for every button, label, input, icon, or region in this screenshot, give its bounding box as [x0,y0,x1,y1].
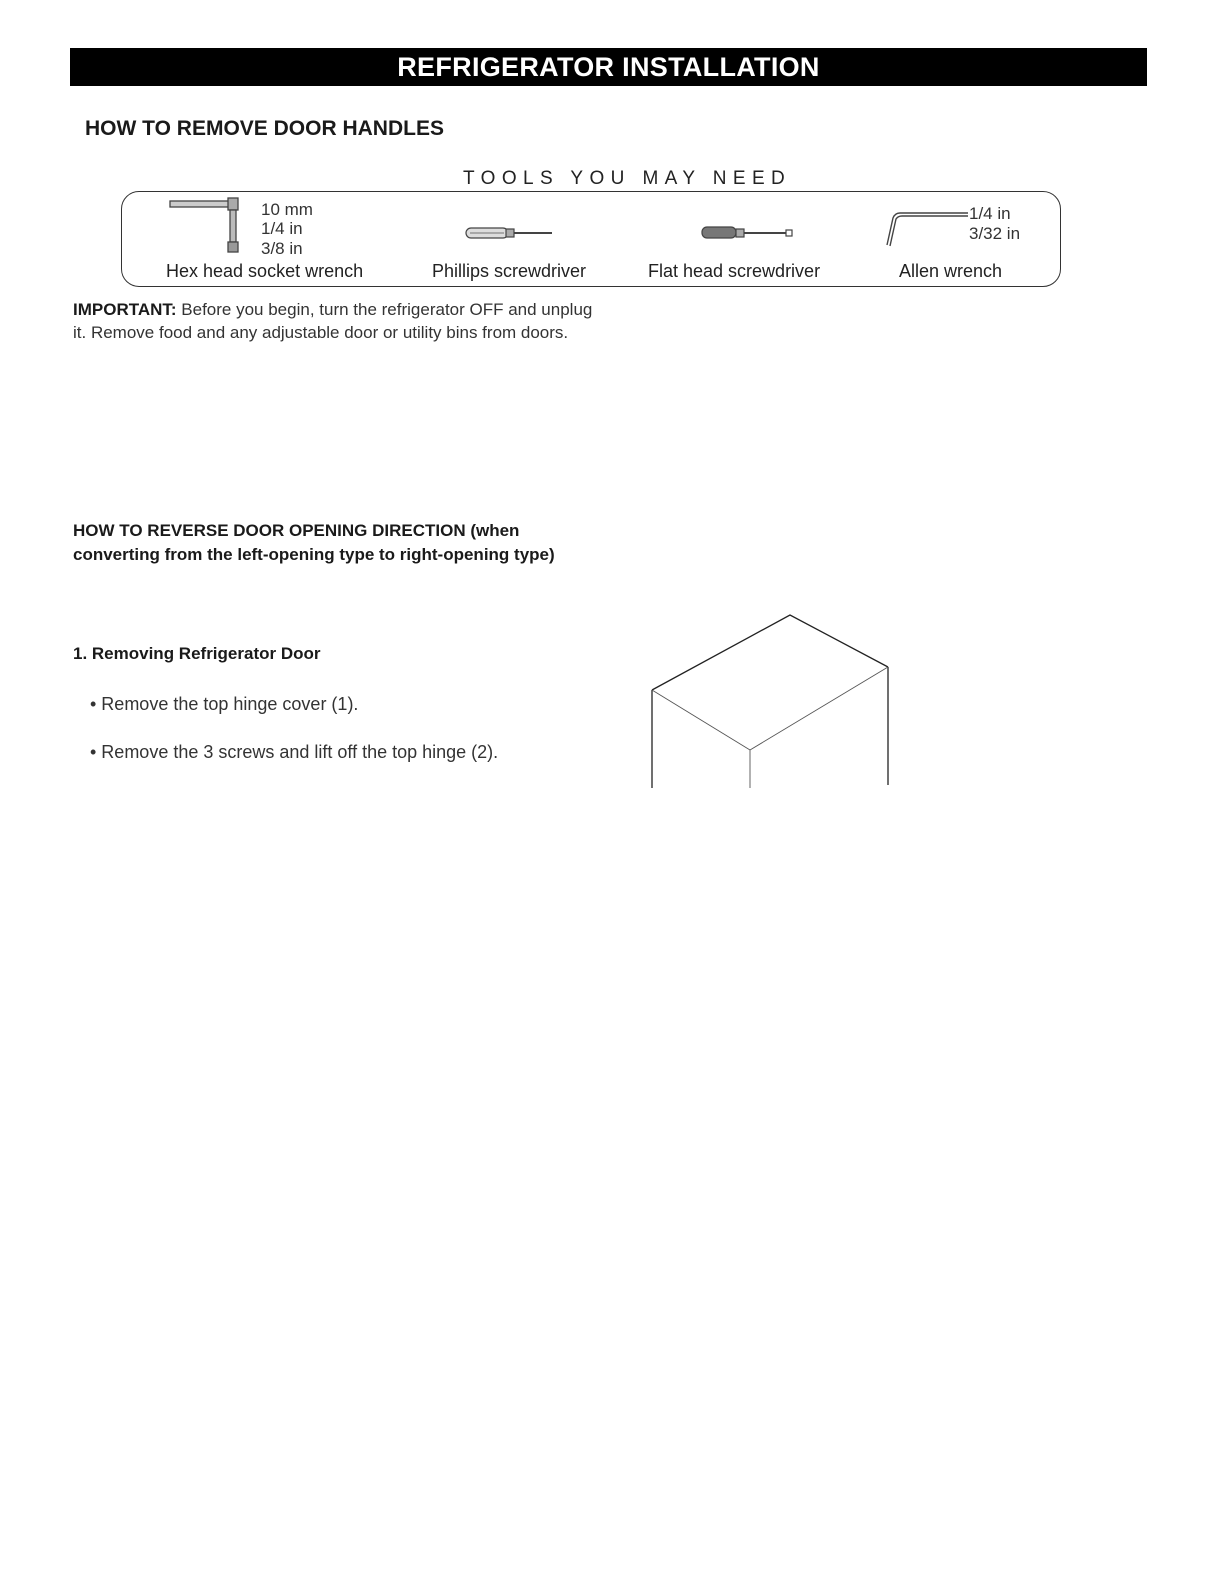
allen-size-quarter: 1/4 in [969,204,1011,223]
reverse-door-heading: HOW TO REVERSE DOOR OPENING DIRECTION (when converting from the left-opening type to right-opening type) [73,521,555,564]
hex-size-three-eighths: 3/8 in [261,239,303,258]
flat-screwdriver-icon [702,227,792,238]
tool-name-phillips: Phillips screwdriver [432,261,587,281]
allen-wrench-icon [887,213,968,246]
step-1-bullet-2: • Remove the 3 screws and lift off the top hinge (2). [90,742,499,762]
hex-socket-wrench-icon [170,198,238,252]
allen-size-three-thirtyseconds: 3/32 in [969,224,1021,243]
section-title: HOW TO REMOVE DOOR HANDLES [85,117,444,140]
step-1-title: 1. Removing Refrigerator Door [73,644,321,663]
important-note [73,298,603,344]
tool-name-hex: Hex head socket wrench [166,261,364,281]
tool-name-flat: Flat head screwdriver [648,261,821,281]
tool-name-allen: Allen wrench [899,261,1003,281]
step-1-bullet-1: • Remove the top hinge cover (1). [90,694,359,714]
hex-size-quarter: 1/4 in [261,219,303,238]
hex-size-10mm: 10 mm [261,200,313,219]
important-text: Before you begin, turn the refrigerator OFF and unplug it. Remove food and any adjustable door or utility bins from doors. [73,300,593,342]
important-label: IMPORTANT: [73,300,177,319]
phillips-screwdriver-icon [466,228,552,238]
refrigerator-top-illustration [640,605,900,790]
page-banner: REFRIGERATOR INSTALLATION [70,48,1147,86]
tools-title: TOOLS YOU MAY NEED [463,168,792,189]
